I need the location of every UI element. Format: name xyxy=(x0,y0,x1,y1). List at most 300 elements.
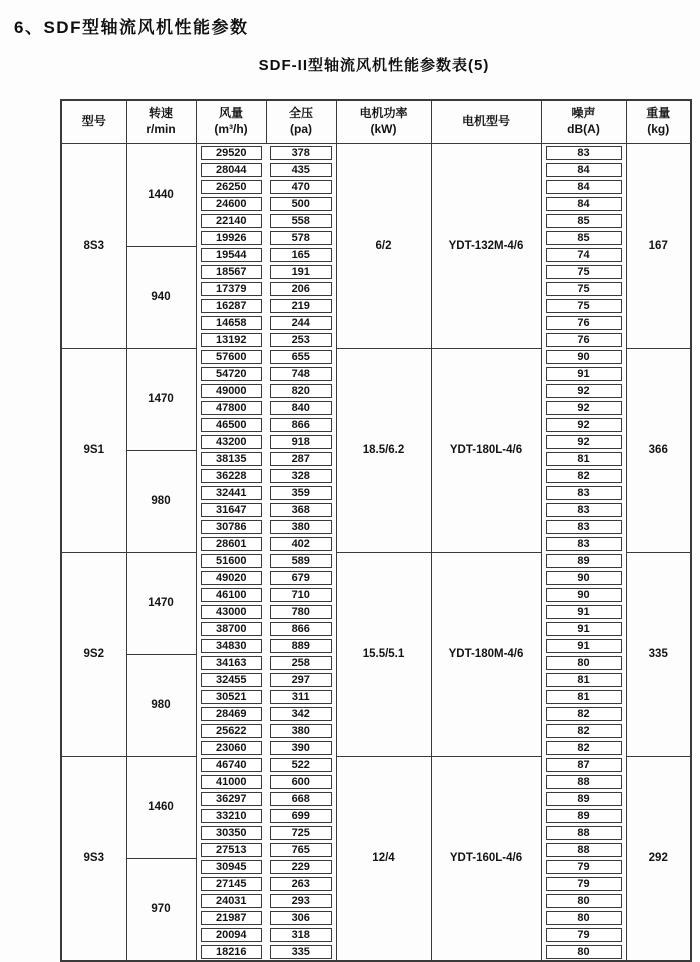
airflow-cell xyxy=(196,348,266,365)
airflow-cell xyxy=(196,909,266,926)
pressure-cell-value: 600 xyxy=(270,775,332,789)
pressure-cell-value: 306 xyxy=(270,911,332,925)
noise-cell xyxy=(541,450,626,467)
airflow-cell-value: 29520 xyxy=(201,146,263,160)
speed-cell: 980 xyxy=(126,450,196,552)
pressure-cell xyxy=(266,552,336,569)
airflow-cell xyxy=(196,790,266,807)
noise-cell xyxy=(541,382,626,399)
noise-cell xyxy=(541,518,626,535)
noise-cell xyxy=(541,603,626,620)
pressure-cell-value: 359 xyxy=(270,486,332,500)
airflow-cell-value: 24031 xyxy=(201,894,263,908)
airflow-cell-value: 14658 xyxy=(201,316,263,330)
airflow-cell xyxy=(196,603,266,620)
noise-cell-value: 80 xyxy=(546,911,622,925)
airflow-cell xyxy=(196,739,266,756)
table-row xyxy=(61,100,691,144)
pressure-cell-value: 699 xyxy=(270,809,332,823)
airflow-cell-value: 16287 xyxy=(201,299,263,313)
weight-cell: 292 xyxy=(626,756,691,961)
model-cell: 9S2 xyxy=(61,552,126,756)
noise-cell-value: 82 xyxy=(546,469,622,483)
pressure-cell xyxy=(266,433,336,450)
pressure-cell xyxy=(266,416,336,433)
col-header-label: 全压 xyxy=(288,106,313,121)
airflow-cell-value: 51600 xyxy=(201,554,263,568)
airflow-cell-value: 36228 xyxy=(201,469,263,483)
noise-cell xyxy=(541,195,626,212)
airflow-cell xyxy=(196,518,266,535)
motor-model-cell: YDT-180M-4/6 xyxy=(431,552,541,756)
pressure-cell xyxy=(266,399,336,416)
pressure-cell-value: 390 xyxy=(270,741,332,755)
document-page xyxy=(0,13,700,962)
noise-cell xyxy=(541,365,626,382)
airflow-cell xyxy=(196,773,266,790)
airflow-cell xyxy=(196,637,266,654)
airflow-cell xyxy=(196,892,266,909)
noise-cell-value: 75 xyxy=(546,265,622,279)
airflow-cell xyxy=(196,297,266,314)
airflow-cell xyxy=(196,875,266,892)
noise-cell xyxy=(541,348,626,365)
col-header-unit: (pa) xyxy=(290,122,312,136)
airflow-cell-value: 47800 xyxy=(201,401,263,415)
pressure-cell xyxy=(266,756,336,773)
airflow-cell-value: 34830 xyxy=(201,639,263,653)
pressure-cell xyxy=(266,314,336,331)
noise-cell xyxy=(541,552,626,569)
airflow-cell-value: 22140 xyxy=(201,214,263,228)
noise-cell xyxy=(541,620,626,637)
pressure-cell-value: 679 xyxy=(270,571,332,585)
airflow-cell xyxy=(196,858,266,875)
airflow-cell xyxy=(196,365,266,382)
noise-cell xyxy=(541,314,626,331)
noise-cell xyxy=(541,586,626,603)
noise-cell xyxy=(541,909,626,926)
pressure-cell xyxy=(266,824,336,841)
noise-cell-value: 92 xyxy=(546,418,622,432)
noise-cell-value: 82 xyxy=(546,724,622,738)
noise-cell-value: 79 xyxy=(546,928,622,942)
noise-cell xyxy=(541,246,626,263)
noise-cell xyxy=(541,875,626,892)
airflow-cell xyxy=(196,671,266,688)
airflow-cell-value: 30786 xyxy=(201,520,263,534)
motor-power-cell: 15.5/5.1 xyxy=(336,552,431,756)
noise-cell-value: 79 xyxy=(546,877,622,891)
noise-cell-value: 83 xyxy=(546,146,622,160)
noise-cell-value: 84 xyxy=(546,163,622,177)
col-header-unit: r/min xyxy=(146,122,176,136)
pressure-cell-value: 253 xyxy=(270,333,332,347)
airflow-cell-value: 24600 xyxy=(201,197,263,211)
noise-cell-value: 83 xyxy=(546,503,622,517)
noise-cell-value: 83 xyxy=(546,486,622,500)
col-header-model xyxy=(61,100,126,144)
pressure-cell xyxy=(266,603,336,620)
pressure-cell xyxy=(266,348,336,365)
noise-cell xyxy=(541,569,626,586)
pressure-cell xyxy=(266,909,336,926)
airflow-cell xyxy=(196,246,266,263)
noise-cell-value: 92 xyxy=(546,401,622,415)
pressure-cell-value: 866 xyxy=(270,418,332,432)
airflow-cell-value: 43000 xyxy=(201,605,263,619)
pressure-cell-value: 328 xyxy=(270,469,332,483)
noise-cell xyxy=(541,178,626,195)
pressure-cell-value: 889 xyxy=(270,639,332,653)
pressure-cell xyxy=(266,382,336,399)
airflow-cell-value: 27145 xyxy=(201,877,263,891)
airflow-cell xyxy=(196,450,266,467)
airflow-cell-value: 20094 xyxy=(201,928,263,942)
airflow-cell-value: 28601 xyxy=(201,537,263,551)
pressure-cell xyxy=(266,790,336,807)
motor-power-cell: 6/2 xyxy=(336,144,431,349)
pressure-cell-value: 655 xyxy=(270,350,332,364)
pressure-cell-value: 206 xyxy=(270,282,332,296)
speed-cell: 970 xyxy=(126,858,196,961)
motor-power-cell: 12/4 xyxy=(336,756,431,961)
airflow-cell-value: 38135 xyxy=(201,452,263,466)
noise-cell xyxy=(541,144,626,162)
noise-cell-value: 90 xyxy=(546,588,622,602)
pressure-cell xyxy=(266,739,336,756)
airflow-cell-value: 23060 xyxy=(201,741,263,755)
col-header-weight xyxy=(626,100,691,144)
airflow-cell xyxy=(196,552,266,569)
noise-cell xyxy=(541,212,626,229)
airflow-cell-value: 49020 xyxy=(201,571,263,585)
airflow-cell-value: 49000 xyxy=(201,384,263,398)
noise-cell xyxy=(541,331,626,348)
noise-cell-value: 81 xyxy=(546,452,622,466)
noise-cell xyxy=(541,297,626,314)
airflow-cell-value: 46740 xyxy=(201,758,263,772)
airflow-cell xyxy=(196,943,266,961)
noise-cell-value: 90 xyxy=(546,350,622,364)
col-header-motor-model xyxy=(431,100,541,144)
pressure-cell-value: 589 xyxy=(270,554,332,568)
airflow-cell xyxy=(196,807,266,824)
airflow-cell-value: 57600 xyxy=(201,350,263,364)
pressure-cell xyxy=(266,246,336,263)
noise-cell xyxy=(541,654,626,671)
airflow-cell-value: 30945 xyxy=(201,860,263,874)
pressure-cell xyxy=(266,943,336,961)
motor-model-cell: YDT-160L-4/6 xyxy=(431,756,541,961)
motor-model-cell: YDT-180L-4/6 xyxy=(431,348,541,552)
airflow-cell-value: 13192 xyxy=(201,333,263,347)
airflow-cell-value: 32455 xyxy=(201,673,263,687)
col-header-label: 电机型号 xyxy=(461,114,510,129)
airflow-cell xyxy=(196,705,266,722)
pressure-cell xyxy=(266,688,336,705)
pressure-cell-value: 287 xyxy=(270,452,332,466)
noise-cell xyxy=(541,416,626,433)
noise-cell xyxy=(541,280,626,297)
pressure-cell xyxy=(266,875,336,892)
noise-cell-value: 92 xyxy=(546,384,622,398)
pressure-cell xyxy=(266,450,336,467)
pressure-cell-value: 765 xyxy=(270,843,332,857)
airflow-cell xyxy=(196,620,266,637)
pressure-cell xyxy=(266,178,336,195)
airflow-cell xyxy=(196,756,266,773)
pressure-cell-value: 342 xyxy=(270,707,332,721)
noise-cell xyxy=(541,756,626,773)
noise-cell xyxy=(541,501,626,518)
pressure-cell xyxy=(266,926,336,943)
table-header-row xyxy=(61,100,691,144)
noise-cell-value: 82 xyxy=(546,707,622,721)
airflow-cell-value: 30350 xyxy=(201,826,263,840)
airflow-cell xyxy=(196,161,266,178)
pressure-cell-value: 165 xyxy=(270,248,332,262)
airflow-cell xyxy=(196,331,266,348)
pressure-cell-value: 820 xyxy=(270,384,332,398)
motor-model-cell: YDT-132M-4/6 xyxy=(431,144,541,349)
pressure-cell-value: 918 xyxy=(270,435,332,449)
pressure-cell-value: 311 xyxy=(270,690,332,704)
pressure-cell-value: 219 xyxy=(270,299,332,313)
noise-cell xyxy=(541,824,626,841)
pressure-cell xyxy=(266,161,336,178)
pressure-cell-value: 380 xyxy=(270,724,332,738)
noise-cell-value: 79 xyxy=(546,860,622,874)
col-header-airflow xyxy=(196,100,266,144)
noise-cell-value: 82 xyxy=(546,741,622,755)
noise-cell-value: 81 xyxy=(546,690,622,704)
airflow-cell xyxy=(196,382,266,399)
pressure-cell-value: 229 xyxy=(270,860,332,874)
airflow-cell-value: 18216 xyxy=(201,945,263,959)
noise-cell xyxy=(541,858,626,875)
airflow-cell-value: 46500 xyxy=(201,418,263,432)
noise-cell-value: 75 xyxy=(546,299,622,313)
table-row xyxy=(61,756,691,773)
speed-cell: 1470 xyxy=(126,348,196,450)
noise-cell-value: 75 xyxy=(546,282,622,296)
noise-cell xyxy=(541,637,626,654)
model-cell: 9S3 xyxy=(61,756,126,961)
pressure-cell-value: 470 xyxy=(270,180,332,194)
pressure-cell-value: 578 xyxy=(270,231,332,245)
pressure-cell xyxy=(266,229,336,246)
pressure-cell-value: 258 xyxy=(270,656,332,670)
pressure-cell xyxy=(266,722,336,739)
pressure-cell xyxy=(266,637,336,654)
airflow-cell-value: 18567 xyxy=(201,265,263,279)
airflow-cell xyxy=(196,586,266,603)
pressure-cell-value: 500 xyxy=(270,197,332,211)
col-header-label: 噪声 xyxy=(571,106,596,121)
noise-cell xyxy=(541,892,626,909)
pressure-cell-value: 318 xyxy=(270,928,332,942)
pressure-cell-value: 435 xyxy=(270,163,332,177)
airflow-cell-value: 27513 xyxy=(201,843,263,857)
speed-cell: 1470 xyxy=(126,552,196,654)
noise-cell xyxy=(541,263,626,280)
pressure-cell xyxy=(266,892,336,909)
pressure-cell-value: 710 xyxy=(270,588,332,602)
airflow-cell xyxy=(196,263,266,280)
pressure-cell-value: 725 xyxy=(270,826,332,840)
model-cell: 8S3 xyxy=(61,144,126,349)
airflow-cell-value: 41000 xyxy=(201,775,263,789)
airflow-cell-value: 54720 xyxy=(201,367,263,381)
noise-cell-value: 80 xyxy=(546,945,622,959)
airflow-cell xyxy=(196,212,266,229)
col-header-motor-power xyxy=(336,100,431,144)
pressure-cell xyxy=(266,569,336,586)
noise-cell xyxy=(541,705,626,722)
airflow-cell xyxy=(196,841,266,858)
pressure-cell xyxy=(266,620,336,637)
airflow-cell-value: 30521 xyxy=(201,690,263,704)
noise-cell-value: 84 xyxy=(546,180,622,194)
noise-cell-value: 89 xyxy=(546,554,622,568)
airflow-cell-value: 32441 xyxy=(201,486,263,500)
noise-cell xyxy=(541,229,626,246)
noise-cell-value: 88 xyxy=(546,775,622,789)
airflow-cell-value: 34163 xyxy=(201,656,263,670)
pressure-cell xyxy=(266,365,336,382)
col-header-noise xyxy=(541,100,626,144)
pressure-cell-value: 780 xyxy=(270,605,332,619)
airflow-cell-value: 38700 xyxy=(201,622,263,636)
pressure-cell xyxy=(266,518,336,535)
noise-cell-value: 85 xyxy=(546,231,622,245)
weight-cell: 366 xyxy=(626,348,691,552)
pressure-cell-value: 748 xyxy=(270,367,332,381)
airflow-cell xyxy=(196,501,266,518)
airflow-cell xyxy=(196,535,266,552)
table-row xyxy=(61,348,691,365)
noise-cell xyxy=(541,943,626,961)
airflow-cell xyxy=(196,314,266,331)
airflow-cell-value: 33210 xyxy=(201,809,263,823)
noise-cell xyxy=(541,161,626,178)
pressure-cell xyxy=(266,705,336,722)
airflow-cell-value: 26250 xyxy=(201,180,263,194)
speed-cell: 940 xyxy=(126,246,196,348)
airflow-cell xyxy=(196,144,266,162)
pressure-cell-value: 244 xyxy=(270,316,332,330)
pressure-cell-value: 297 xyxy=(270,673,332,687)
pressure-cell xyxy=(266,280,336,297)
pressure-cell xyxy=(266,212,336,229)
pressure-cell-value: 522 xyxy=(270,758,332,772)
noise-cell xyxy=(541,790,626,807)
noise-cell-value: 88 xyxy=(546,843,622,857)
pressure-cell-value: 558 xyxy=(270,214,332,228)
airflow-cell xyxy=(196,722,266,739)
col-header-label: 型号 xyxy=(81,114,106,129)
noise-cell-value: 85 xyxy=(546,214,622,228)
airflow-cell-value: 19926 xyxy=(201,231,263,245)
airflow-cell xyxy=(196,399,266,416)
page-title: 6、SDF型轴流风机性能参数 xyxy=(14,18,249,37)
noise-cell-value: 83 xyxy=(546,537,622,551)
pressure-cell xyxy=(266,807,336,824)
noise-cell-value: 92 xyxy=(546,435,622,449)
noise-cell-value: 84 xyxy=(546,197,622,211)
noise-cell xyxy=(541,926,626,943)
airflow-cell xyxy=(196,467,266,484)
noise-cell-value: 80 xyxy=(546,894,622,908)
pressure-cell-value: 668 xyxy=(270,792,332,806)
airflow-cell xyxy=(196,433,266,450)
pressure-cell-value: 263 xyxy=(270,877,332,891)
speed-cell: 980 xyxy=(126,654,196,756)
fan-parameters-table xyxy=(60,99,692,962)
pressure-cell xyxy=(266,586,336,603)
pressure-cell xyxy=(266,467,336,484)
airflow-cell xyxy=(196,416,266,433)
col-header-speed xyxy=(126,100,196,144)
noise-cell-value: 88 xyxy=(546,826,622,840)
col-header-pressure xyxy=(266,100,336,144)
table-row xyxy=(61,144,691,162)
noise-cell-value: 89 xyxy=(546,809,622,823)
pressure-cell-value: 380 xyxy=(270,520,332,534)
noise-cell-value: 91 xyxy=(546,367,622,381)
noise-cell-value: 91 xyxy=(546,639,622,653)
pressure-cell xyxy=(266,501,336,518)
motor-power-cell: 18.5/6.2 xyxy=(336,348,431,552)
noise-cell xyxy=(541,722,626,739)
airflow-cell xyxy=(196,569,266,586)
table-row xyxy=(61,552,691,569)
airflow-cell xyxy=(196,688,266,705)
col-header-label: 电机功率 xyxy=(359,106,408,121)
airflow-cell xyxy=(196,926,266,943)
noise-cell xyxy=(541,467,626,484)
noise-cell xyxy=(541,433,626,450)
pressure-cell xyxy=(266,654,336,671)
airflow-cell-value: 46100 xyxy=(201,588,263,602)
col-header-unit: (kg) xyxy=(647,122,670,136)
pressure-cell xyxy=(266,484,336,501)
airflow-cell xyxy=(196,280,266,297)
pressure-cell-value: 840 xyxy=(270,401,332,415)
noise-cell xyxy=(541,671,626,688)
airflow-cell xyxy=(196,229,266,246)
pressure-cell-value: 866 xyxy=(270,622,332,636)
airflow-cell-value: 21987 xyxy=(201,911,263,925)
pressure-cell xyxy=(266,331,336,348)
noise-cell-value: 83 xyxy=(546,520,622,534)
pressure-cell xyxy=(266,144,336,162)
noise-cell-value: 76 xyxy=(546,316,622,330)
airflow-cell-value: 43200 xyxy=(201,435,263,449)
pressure-cell xyxy=(266,297,336,314)
noise-cell-value: 90 xyxy=(546,571,622,585)
pressure-cell xyxy=(266,671,336,688)
pressure-cell xyxy=(266,263,336,280)
speed-cell: 1460 xyxy=(126,756,196,858)
airflow-cell-value: 28469 xyxy=(201,707,263,721)
pressure-cell xyxy=(266,858,336,875)
airflow-cell-value: 25622 xyxy=(201,724,263,738)
airflow-cell xyxy=(196,824,266,841)
noise-cell xyxy=(541,841,626,858)
airflow-cell xyxy=(196,178,266,195)
